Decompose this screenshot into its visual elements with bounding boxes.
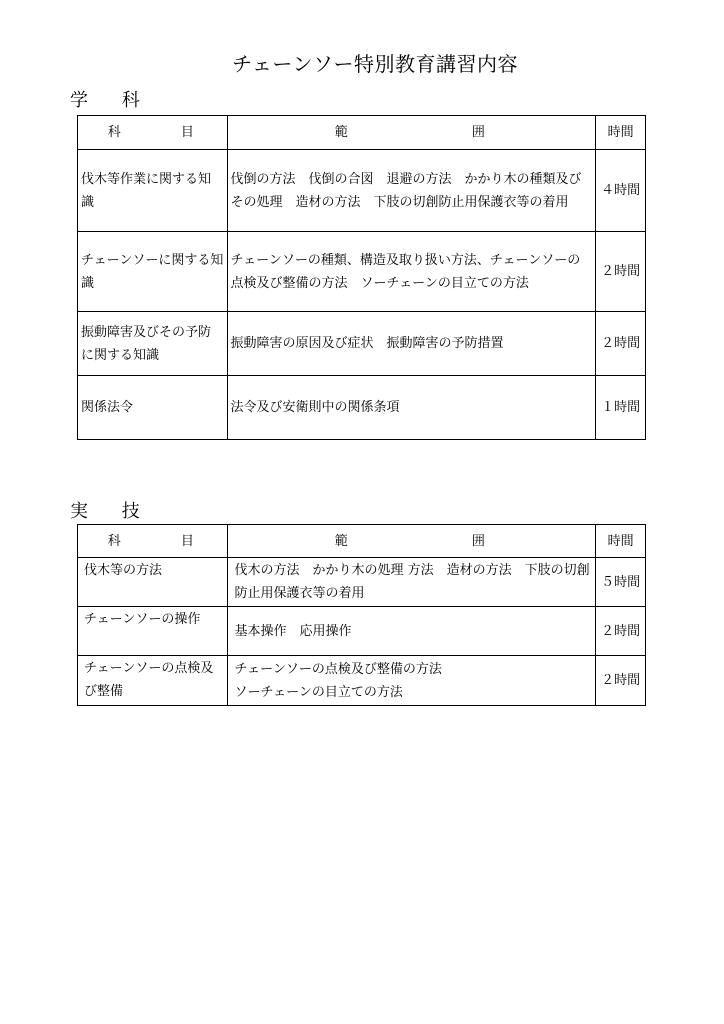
table-row	[78, 558, 646, 607]
time-cell: ２時間	[596, 312, 646, 376]
range-cell: 基本操作 応用操作	[227, 607, 596, 656]
range-line: チェーンソーの点検及び整備の方法	[234, 661, 442, 677]
header-time: 時間	[596, 116, 646, 150]
table-header-row	[78, 525, 646, 558]
subject-cell: 振動障害及びその予防に関する知識	[78, 312, 228, 376]
range-cell: 法令及び安衛則中の関係条項	[227, 376, 596, 440]
range-cell: 伐木の方法 かかり木の処理 方法 造材の方法 下肢の切創防止用保護衣等の着用	[227, 558, 596, 607]
table-row	[78, 656, 646, 706]
time-cell: ５時間	[596, 558, 646, 607]
table-row	[78, 150, 646, 232]
subject-cell: チェーンソーの操作	[78, 607, 228, 656]
subject-cell: チェーンソーの点検及び整備	[78, 656, 228, 706]
time-cell: １時間	[596, 376, 646, 440]
time-cell: ２時間	[596, 656, 646, 706]
header-time: 時間	[596, 525, 646, 558]
time-cell: ２時間	[596, 232, 646, 312]
practical-table	[77, 524, 646, 706]
lecture-table	[77, 115, 646, 440]
table-header-row	[78, 116, 646, 150]
time-cell: ２時間	[596, 607, 646, 656]
page-title: チェーンソー特別教育講習内容	[232, 52, 518, 76]
header-subject: 科 目	[78, 116, 228, 150]
header-subject: 科 目	[78, 525, 228, 558]
subject-cell: 伐木等の方法	[78, 558, 228, 607]
table-row	[78, 312, 646, 376]
section-heading-practical: 実 技	[70, 501, 154, 522]
range-line: ソーチェーンの目立ての方法	[234, 684, 403, 700]
table-row	[78, 607, 646, 656]
range-cell	[227, 656, 596, 706]
time-cell: ４時間	[596, 150, 646, 232]
range-cell: 伐倒の方法 伐倒の合図 退避の方法 かかり木の種類及びその処理 造材の方法 下肢の切創防止用保護衣等の着用	[227, 150, 596, 232]
subject-cell: 関係法令	[78, 376, 228, 440]
table-row	[78, 376, 646, 440]
subject-cell: チェーンソーに関する知識	[78, 232, 228, 312]
section-heading-lecture: 学 科	[70, 90, 154, 111]
subject-cell: 伐木等作業に関する知識	[78, 150, 228, 232]
range-cell: チェーンソーの種類、構造及取り扱い方法、チェーンソーの点検及び整備の方法 ソーチェーンの目立ての方法	[227, 232, 596, 312]
header-range: 範 囲	[227, 116, 596, 150]
range-cell: 振動障害の原因及び症状 振動障害の予防措置	[227, 312, 596, 376]
table-row	[78, 232, 646, 312]
header-range: 範 囲	[227, 525, 596, 558]
